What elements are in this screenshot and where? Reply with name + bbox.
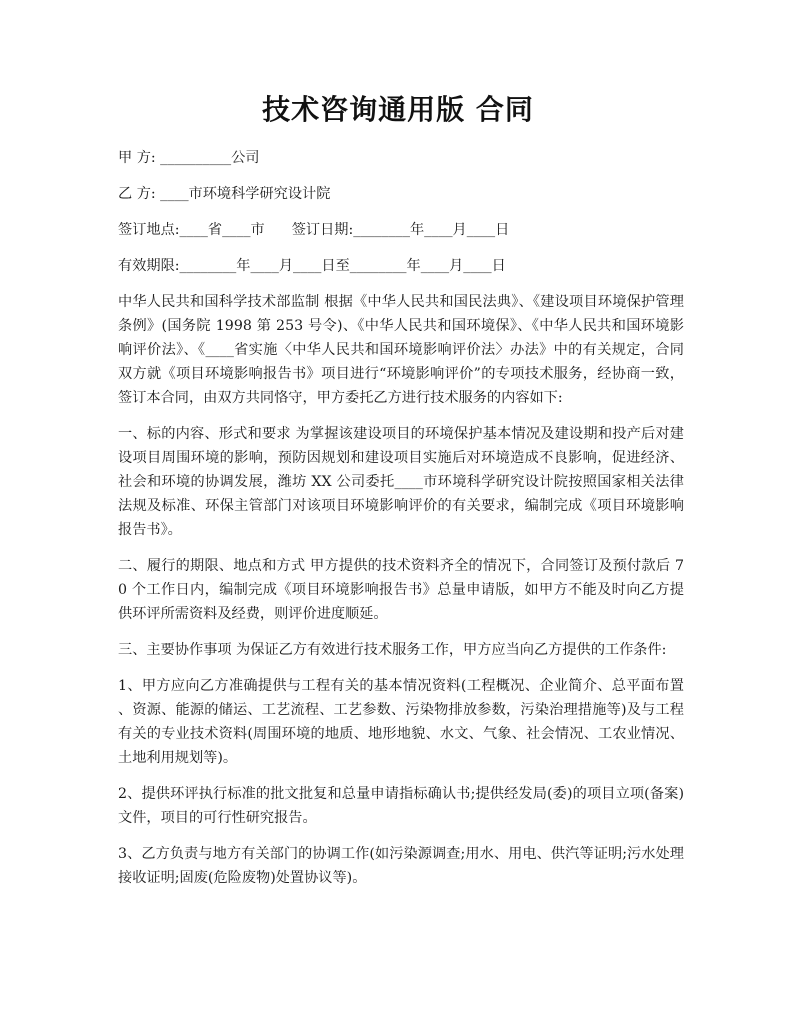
document-title: 技术咨询通用版 合同 — [262, 93, 534, 126]
party-b-line: 乙 方: ____市环境科学研究设计院 — [118, 186, 331, 202]
party-a-line: 甲 方: __________公司 — [118, 150, 260, 166]
item-3-paragraph: 3、乙方负责与地方有关部门的协调工作(如污染源调查;用水、用电、供汽等证明;污水处理接收证明;固废(危险废物)处置协议等)。 — [118, 846, 684, 886]
section-1-paragraph: 一、标的内容、形式和要求 为掌握该建设项目的环境保护基本情况及建设期和投产后对建设项目周围环境的影响，预防因规划和建设项目实施后对环境造成不良影响，促进经济、社会和环境的协调发展，潍坊 XX 公司委托____市环境科学研究设计院按照国家相关法律法规及标准、环保主管部门对该项目环境影响评价的有关要求，编制完成《项目环境影响报告书》。 — [118, 426, 684, 538]
validity-line: 有效期限:________年____月____日至________年____月____日 — [118, 258, 506, 274]
section-3-paragraph: 三、主要协作事项 为保证乙方有效进行技术服务工作，甲方应当向乙方提供的工作条件: — [118, 642, 667, 658]
document-body — [118, 146, 684, 902]
section-2-paragraph: 二、履行的期限、地点和方式 甲方提供的技术资料齐全的情况下，合同签订及预付款后 70 个工作日内，编制完成《项目环境影响报告书》总量申请版，如甲方不能及时向乙方提供环评所需资料及经费，则评价进度顺延。 — [118, 558, 684, 622]
item-1-paragraph: 1、甲方应向乙方准确提供与工程有关的基本情况资料(工程概况、企业简介、总平面布置、资源、能源的储运、工艺流程、工艺参数、污染物排放参数，污染治理措施等)及与工程有关的专业技术资料(周围环境的地质、地形地貌、水文、气象、社会情况、工农业情况、土地利用规划等)。 — [118, 678, 684, 766]
item-2-paragraph: 2、提供环评执行标准的批文批复和总量申请指标确认书;提供经发局(委)的项目立项(备案)文件，项目的可行性研究报告。 — [118, 786, 684, 826]
intro-paragraph: 中华人民共和国科学技术部监制 根据《中华人民共和国民法典》、《建设项目环境保护管理条例》(国务院 1998 第 253 号令)、《中华人民共和国环境保》、《中华人民共和国环境影响评价法》、《____省实施〈中华人民共和国环境影响评价法〉办法》中的有关规定，合同双方就《项目环境影响报告书》项目进行“环境影响评价”的专项技术服务，经协商一致，签订本合同，由双方共同恪守，甲方委托乙方进行技术服务的内容如下: — [118, 294, 684, 406]
sign-place-date-line: 签订地点:____省____市 签订日期:________年____月____日 — [118, 222, 510, 238]
